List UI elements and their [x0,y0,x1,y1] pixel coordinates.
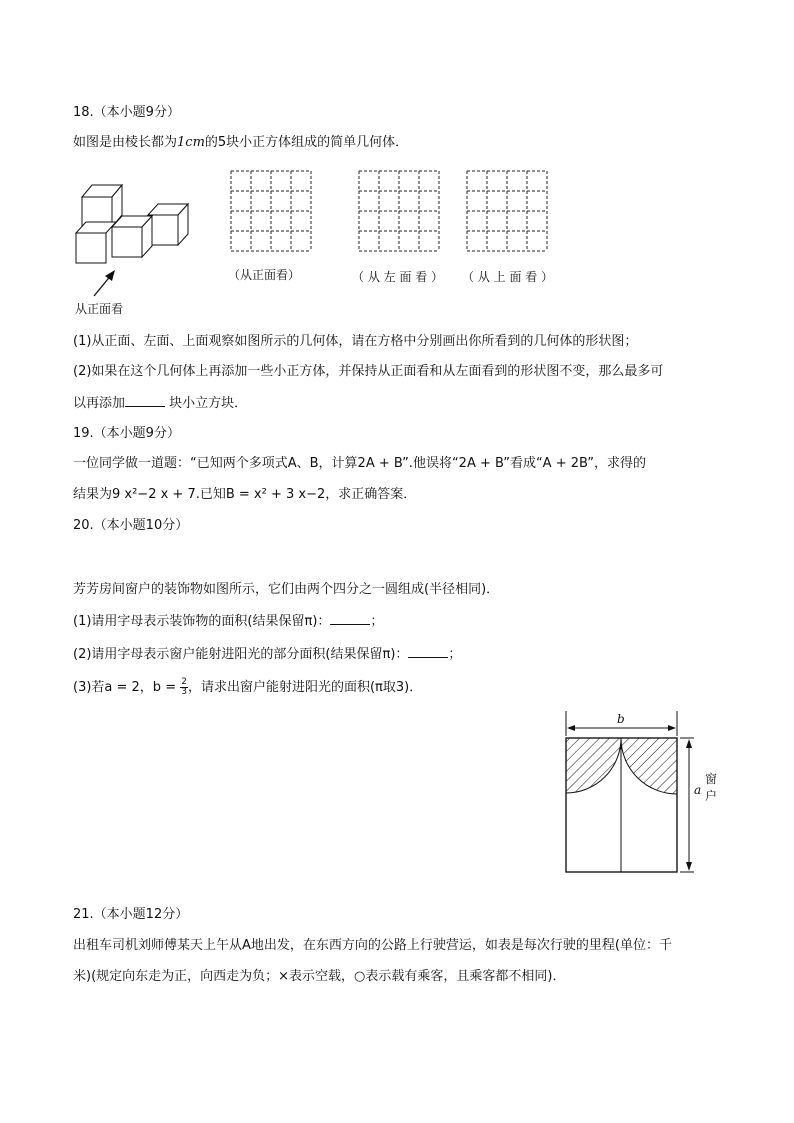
grid-left-view[interactable] [358,170,442,254]
q18-part2-line1: (2)如果在这个几何体上再添加一些小正方体，并保持从正面看和从左面看到的形状图不变，那么最多可 [73,364,664,379]
q18-stem: 如图是由棱长都为1cm的5块小正方体组成的简单几何体． [73,135,409,150]
q20-part3: (3)若a = 2，b = $\frac{2}{3}$ ，请求出窗户能射进阳光的面积(π取3)． [73,677,423,697]
answer-blank[interactable] [408,645,448,658]
label-window-1: 窗 [705,772,718,786]
q18-header: 18.（本小题9分） [73,105,180,120]
q21-line2: 米)(规定向东走为正，向西走为负；×表示空载，○表示载有乘客，且乘客都不相同)． [73,969,566,984]
label-window-2: 户 [705,789,718,803]
q19-header: 19.（本小题9分） [73,426,180,441]
q18-part1: (1)从正面、左面、上面观察如图所示的几何体，请在方格中分别画出你所看到的几何体的形状图； [73,334,638,349]
grid-front-view[interactable] [230,170,314,254]
front-view-label: 从正面看 [75,302,124,316]
caption-top: （ 从 上 面 看 ） [462,270,554,284]
q20-header: 20.（本小题10分） [73,518,189,533]
arrow-icon [90,268,120,300]
label-a: a [694,783,702,797]
q20-intro: 芳芳房间窗户的装饰物如图所示，它们由两个四分之一圆组成(半径相同)． [73,582,500,597]
caption-front: （从正面看） [228,268,301,282]
fraction: $\frac{2}{3}$ [181,677,187,697]
q20-part1: (1)请用字母表示装饰物的面积(结果保留π)： ； [73,614,384,629]
q20-part2: (2)请用字母表示窗户能射进阳光的部分面积(结果保留π)： ； [73,647,462,662]
q21-header: 21.（本小题12分） [73,907,189,922]
q19-line2: 结果为9 x²−2 x + 7.已知B = x² + 3 x−2，求正确答案． [73,487,417,502]
q21-line1: 出租车司机刘师傅某天上午从A地出发，在东西方向的公路上行驶营运，如表是每次行驶的里程(单位：千 [73,938,672,953]
caption-left: （ 从 左 面 看 ） [352,270,444,284]
label-b: b [617,712,625,726]
answer-blank[interactable] [330,612,370,625]
grid-top-view[interactable] [466,170,550,254]
q19-line1: 一位同学做一道题：“已知两个多项式A、B，计算2A + B”.他误将“2A + B”看成“A + 2B”，求得的 [73,456,646,471]
q18-part2-line2: 以再添加 块小立方块． [73,396,248,411]
cube-solid-figure [70,180,195,295]
answer-blank[interactable] [125,394,165,407]
